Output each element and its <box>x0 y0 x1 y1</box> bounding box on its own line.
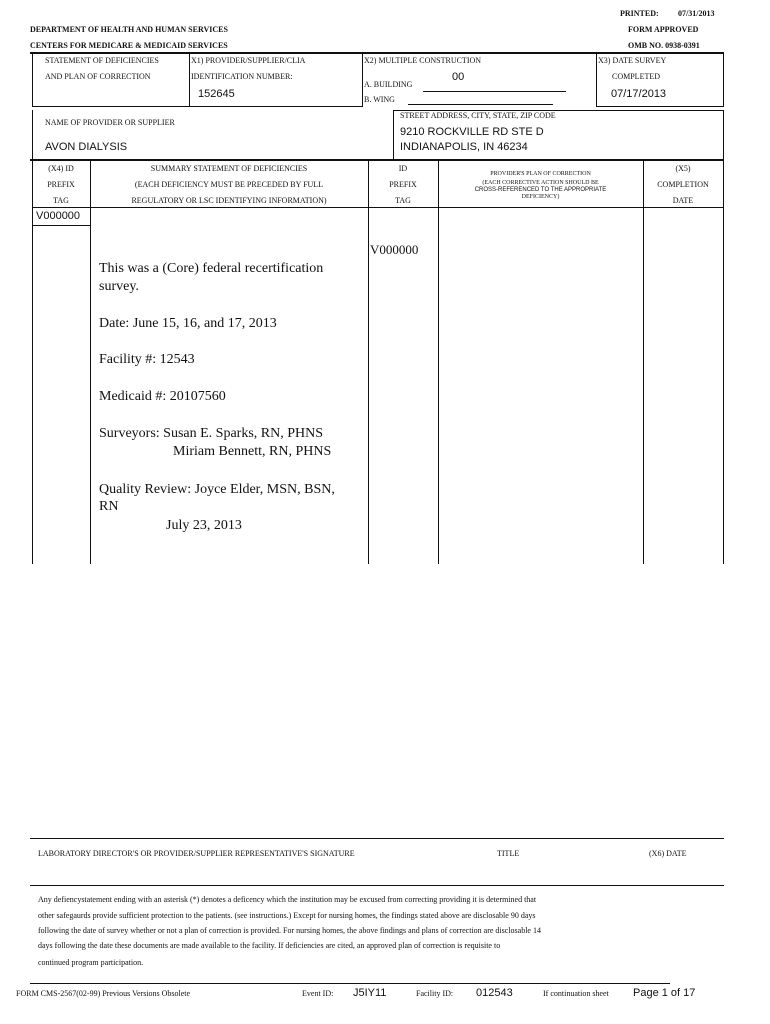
plan-label-1: PROVIDER'S PLAN OF CORRECTION <box>490 171 591 177</box>
surveyors-line2: Miriam Bennett, RN, PHNS <box>173 444 332 459</box>
printed-label: PRINTED: <box>620 9 659 18</box>
box1-divider-1 <box>189 53 190 107</box>
building-value: 00 <box>452 71 465 83</box>
disclaimer-line1: Any defiencystatement ending with an asterisk (*) denotes a deficency which the institution may be excused from correcting providing it is determined that <box>38 895 537 904</box>
quality-review-line1: Quality Review: Joyce Elder, MSN, BSN, <box>99 482 335 497</box>
id-prefix-label: PREFIX <box>389 180 417 189</box>
facility-number: Facility #: 12543 <box>99 352 195 367</box>
provider-name: AVON DIALYSIS <box>45 141 128 153</box>
summary-label-1: SUMMARY STATEMENT OF DEFICIENCIES <box>150 164 308 173</box>
table-divider-plan <box>643 161 644 564</box>
title-label: TITLE <box>497 849 520 858</box>
x5-date-label: DATE <box>672 196 694 205</box>
box1-divider-2 <box>362 53 363 107</box>
signature-bottom-border <box>30 885 724 886</box>
department-title: DEPARTMENT OF HEALTH AND HUMAN SERVICES <box>30 25 228 34</box>
header-row-bottom <box>32 207 724 208</box>
provider-bottom-border <box>30 159 724 161</box>
box1-divider-3 <box>596 53 597 107</box>
left-tag-underline <box>32 225 90 226</box>
table-divider-prefix <box>90 161 91 564</box>
plan-label-3: CROSS-REFERENCED TO THE APPROPRIATE <box>474 187 607 193</box>
x6-date-label: (X6) DATE <box>649 849 687 858</box>
x5-label: (X5) <box>675 164 691 173</box>
statement-label-1: STATEMENT OF DEFICIENCIES <box>45 56 159 65</box>
wing-underline <box>408 104 553 105</box>
street-address-label: STREET ADDRESS, CITY, STATE, ZIP CODE <box>400 111 556 120</box>
x3-label-2: COMPLETED <box>612 72 660 81</box>
centers-title: CENTERS FOR MEDICARE & MEDICAID SERVICES <box>30 41 228 50</box>
form-approved-label: FORM APPROVED <box>628 25 699 34</box>
summary-label-3: REGULATORY OR LSC IDENTIFYING INFORMATION) <box>131 196 327 205</box>
event-id-label: Event ID: <box>302 989 334 998</box>
facility-id-value: 012543 <box>476 987 513 999</box>
x1-label-1: X1) PROVIDER/SUPPLIER/CLIA <box>191 56 306 65</box>
x4-prefix-label: PREFIX <box>47 180 75 189</box>
table-left-border <box>32 161 33 564</box>
printed-date: 07/31/2013 <box>678 9 715 18</box>
x1-identification-number: 152645 <box>198 88 235 100</box>
quality-review-date: July 23, 2013 <box>166 518 242 533</box>
box1-top-border <box>30 52 724 54</box>
signature-top-border <box>30 838 724 839</box>
x3-label-1: X3) DATE SURVEY <box>598 56 667 65</box>
disclaimer-line5: continued program participation. <box>38 958 144 967</box>
provider-name-label: NAME OF PROVIDER OR SUPPLIER <box>45 118 175 127</box>
table-right-border <box>723 161 724 564</box>
medicaid-number: Medicaid #: 20107560 <box>99 389 226 404</box>
table-divider-id <box>438 161 439 564</box>
x5-completion-label: COMPLETION <box>657 180 709 189</box>
event-id-value: J5IY11 <box>353 987 387 999</box>
building-label: A. BUILDING <box>364 80 413 89</box>
x4-id-label: (X4) ID <box>48 164 74 173</box>
facility-id-label: Facility ID: <box>416 989 454 998</box>
survey-dates: Date: June 15, 16, and 17, 2013 <box>99 316 277 331</box>
survey-description-line2: survey. <box>99 279 139 294</box>
plan-label-2: (EACH CORRECTIVE ACTION SHOULD BE <box>482 180 599 186</box>
page-number: Page 1 of 17 <box>633 987 696 999</box>
provider-left-border <box>32 110 33 160</box>
right-prefix-tag: V000000 <box>370 242 419 257</box>
summary-label-2: (EACH DEFICIENCY MUST BE PRECEDED BY FULL <box>134 180 324 189</box>
table-divider-summary <box>368 161 369 564</box>
director-signature-label: LABORATORY DIRECTOR'S OR PROVIDER/SUPPLIER REPRESENTATIVE'S SIGNATURE <box>38 849 355 858</box>
form-number: FORM CMS-2567(02-99) Previous Versions Obsolete <box>16 989 191 998</box>
provider-divider <box>393 110 394 160</box>
x4-tag-label: TAG <box>53 196 69 205</box>
disclaimer-line3: following the date of survey whether or not a plan of correction is provided. For nursing homes, the above findings and plans of correction are disclosable 14 <box>38 926 541 935</box>
box1-left-border <box>32 53 33 107</box>
x1-label-2: IDENTIFICATION NUMBER: <box>191 72 293 81</box>
footer-top-border <box>30 983 670 984</box>
x3-date-completed: 07/17/2013 <box>611 88 667 100</box>
provider-right-border <box>723 110 724 160</box>
quality-review-line2: RN <box>99 499 119 514</box>
surveyors-line1: Surveyors: Susan E. Sparks, RN, PHNS <box>99 426 324 441</box>
box1-bottom-right <box>596 106 724 107</box>
disclaimer-line2: other safegaurds provide sufficient protection to the patients. (see instructions.) Except for nursing homes, the findings stated above are disclosable 90 days <box>38 911 536 920</box>
x2-label: X2) MULTIPLE CONSTRUCTION <box>364 56 482 65</box>
statement-label-2: AND PLAN OF CORRECTION <box>45 72 151 81</box>
box1-bottom-left <box>32 106 363 107</box>
disclaimer-line4: days following the date these documents are made available to the facility. If deficiencies are cited, an approved plan of correction is requisite to <box>38 941 501 950</box>
survey-description-line1: This was a (Core) federal recertification <box>99 261 324 276</box>
building-underline <box>423 91 566 92</box>
omb-number: OMB NO. 0938-0391 <box>628 41 700 50</box>
plan-label-4: DEFICIENCY) <box>521 194 560 200</box>
box1-right-border <box>723 53 724 107</box>
continuation-label: If continuation sheet <box>543 989 609 998</box>
wing-label: B. WING <box>364 95 395 104</box>
address-line-2: INDIANAPOLIS, IN 46234 <box>400 141 528 153</box>
id-tag-label: TAG <box>395 196 411 205</box>
id-label: ID <box>398 164 408 173</box>
address-line-1: 9210 ROCKVILLE RD STE D <box>400 126 544 138</box>
left-prefix-tag: V000000 <box>36 210 81 222</box>
